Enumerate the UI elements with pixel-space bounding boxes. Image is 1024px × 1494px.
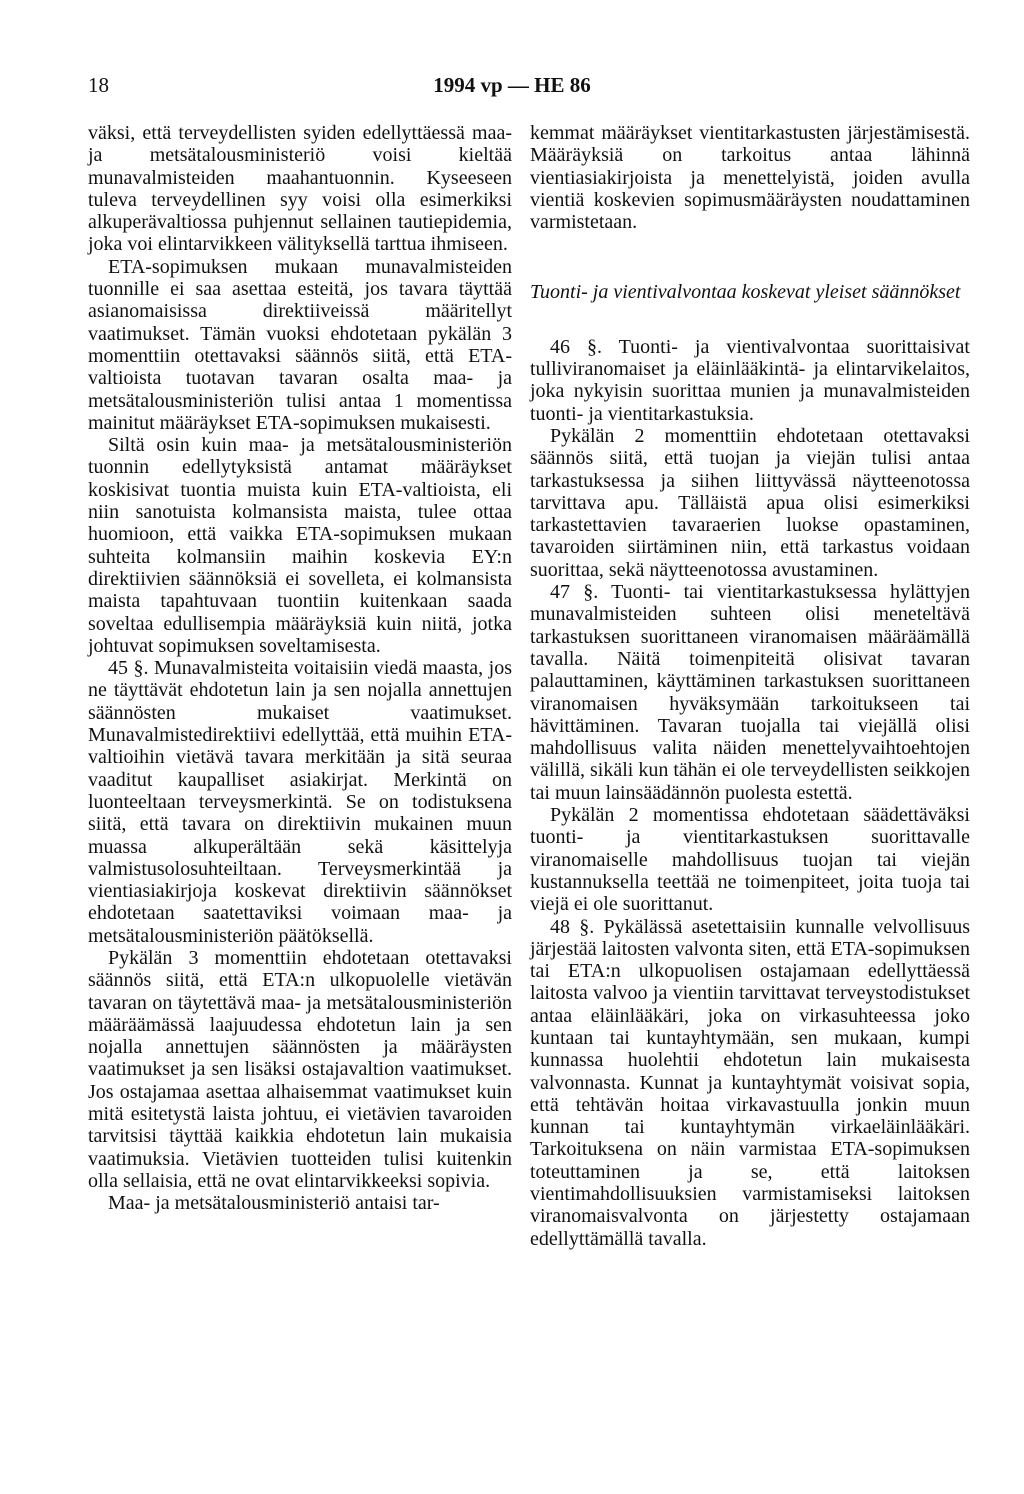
paragraph: 47 §. Tuonti- tai vientitarkastuksessa hylättyjen munavalmisteiden suhteen olisi meneteltävä tarkastuksen suorittaneen viranomaisen määräämällä tavalla. Näitä toimenpiteitä olisivat tavaran palauttaminen, käyttäminen tarkastuksen suorittaneen viranomaisen hyväksymään tarkoitukseen tai hävittäminen. Tavaran tuojalla tai viejällä olisi mahdollisuus valita näiden menettelyvaihtoehtojen välillä, sikäli kun tähän ei ole terveydellisten seikkojen tai muun lainsäädännön puolesta estettä. xyxy=(530,581,970,804)
paragraph: Maa- ja metsätalousministeriö antaisi tar- xyxy=(108,1192,440,1215)
page-header xyxy=(0,70,1024,100)
paragraph: Pykälän 2 momenttiin ehdotetaan otettavaksi säännös siitä, että tuojan ja viejän tulisi antaa tarkastuksessa ja siihen liittyvässä näytteenotossa tarvittava apu. Tälläistä apua olisi esimerkiksi tarkastettavien tavaraerien luokse opastaminen, tavaroiden siirtäminen niin, että tarkastus voidaan suorittaa, sekä näytteenotossa avustaminen. xyxy=(530,424,970,581)
paragraph: kemmat määräykset vientitarkastusten järjestämisestä. Määräyksiä on tarkoitus antaa lähinnä vientiasiakirjoista ja menettelyistä, joiden avulla vientiä koskevien sopimusmääräysten noudattaminen varmistetaan. xyxy=(530,122,970,234)
paragraph: 48 §. Pykälässä asetettaisiin kunnalle velvollisuus järjestää laitosten valvonta siten, että ETA-sopimuksen tai ETA:n ulkopuolisen ostajamaan edellyttäessä laitosta valvoo ja vientiin tarvittavat terveystodistukset antaa eläinlääkäri, joka on virkasuhteessa joko kuntaan tai kuntayhtymään, sen mukaan, kumpi kunnassa huolehtii ehdotetun lain mukaisesta valvonnasta. Kunnat ja kuntayhtymät voisivat sopia, että tehtävän hoitaa virkavastuulla jonkin muun kunnan tai kuntayhtymän virkaeläinlääkäri. Tarkoituksena on näin varmistaa ETA-sopimuksen toteuttaminen ja se, että laitoksen vientimahdollisuuksien varmistamiseksi laitoksen viranomaisvalvonta on järjestetty ostajamaan edellyttämällä tavalla. xyxy=(530,915,970,1250)
paragraph: 45 §. Munavalmisteita voitaisiin viedä maasta, jos ne täyttävät ehdotetun lain ja sen nojalla annettujen säännösten mukaiset vaatimukset. Munavalmistedirektiivi edellyttää, että muihin ETA-valtioihin vietävä tavara merkitään ja sitä seuraa vaaditut kaupalliset asiakirjat. Merkintä on luonteeltaan terveysmerkintä. Se on todistuksena siitä, että tavara on direktiivin mukainen muun muassa alkuperältään sekä käsittelyja valmistusolosuhteiltaan. Terveysmerkintää ja vientiasiakirjoja koskevat direktiivin säännökset ehdotetaan saatettaviksi voimaan maa- ja metsätalousministeriön päätöksellä. xyxy=(88,657,512,947)
paragraph: Pykälän 3 momenttiin ehdotetaan otettavaksi säännös siitä, että ETA:n ulkopuolelle vietävän tavaran on täytettävä maa- ja metsätalousministeriön määräämässä laajuudessa ehdotetun lain ja sen nojalla annettujen säännösten ja määräysten vaatimukset ja sen lisäksi ostajavaltion vaatimukset. Jos ostajamaa asettaa alhaisemmat vaatimukset kuin mitä esitetystä laista johtuu, ei vietävien tavaroiden tarvitsisi täyttää kaikkia ehdotetun lain mukaisia vaatimuksia. Vietävien tuotteiden tulisi kuitenkin olla sellaisia, että ne ovat elintarvikkeeksi sopivia. xyxy=(88,946,512,1192)
section-heading: Tuonti- ja vientivalvontaa koskevat yleiset säännökset xyxy=(530,281,961,304)
running-title: 1994 vp — HE 86 xyxy=(433,73,591,97)
paragraph: 46 §. Tuonti- ja vientivalvontaa suorittaisivat tulliviranomaiset ja eläinlääkintä- ja elintarvikelaitos, joka nykyisin suorittaa munien ja munavalmisteiden tuonti- ja vientitarkastuksia. xyxy=(530,335,970,425)
paragraph: ETA-sopimuksen mukaan munavalmisteiden tuonnille ei saa asettaa esteitä, jos tavara täyttää asianomaisissa direktiiveissä määritellyt vaatimukset. Tämän vuoksi ehdotetaan pykälän 3 momenttiin otettavaksi säännös siitä, että ETA-valtioista tuotavan tavaran osalta maa- ja metsätalousministeriön tulisi antaa 1 momentissa mainitut määräykset ETA-sopimuksen mukaisesti. xyxy=(88,255,512,434)
paragraph: väksi, että terveydellisten syiden edellyttäessä maa- ja metsätalousministeriö voisi kieltää munavalmisteiden maahantuonnin. Kyseeseen tuleva terveydellinen syy voisi olla esimerkiksi alkuperävaltiossa puhjennut sellainen tautiepidemia, joka voi elintarvikkeen välityksellä tarttua ihmiseen. xyxy=(88,122,512,256)
right-column xyxy=(530,122,970,1250)
left-column xyxy=(88,122,512,1215)
paragraph: Pykälän 2 momentissa ehdotetaan säädettäväksi tuonti- ja vientitarkastuksen suorittavalle viranomaiselle mahdollisuus tuojan tai viejän kustannuksella teettää ne toimenpiteet, joita tuoja tai viejä ei ole suorittanut. xyxy=(530,804,970,916)
paragraph: Siltä osin kuin maa- ja metsätalousministeriön tuonnin edellytyksistä antamat määräykset koskisivat tuontia muista kuin ETA-valtioista, eli niin sanotuista kolmansista maista, tulee ottaa huomioon, että vaikka ETA-sopimuksen mukaan suhteita kolmansiin maihin koskevia EY:n direktiivien säännöksiä ei sovelleta, ei kolmansista maista tapahtuvaan tuontiin kuitenkaan saada soveltaa edullisempia määräyksiä kuin niitä, jotka johtuvat sopimuksen soveltamisesta. xyxy=(88,434,512,657)
page-number: 18 xyxy=(88,73,109,97)
